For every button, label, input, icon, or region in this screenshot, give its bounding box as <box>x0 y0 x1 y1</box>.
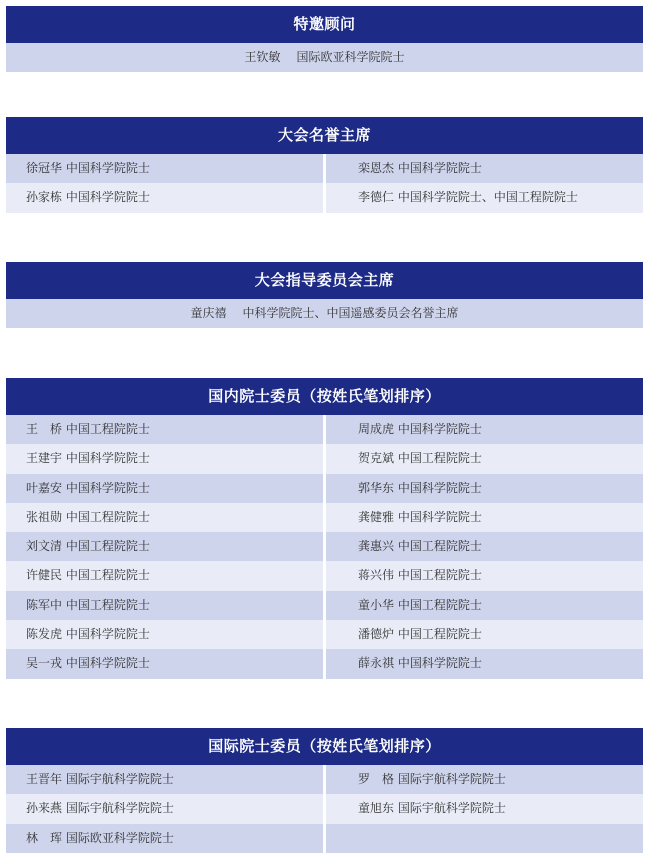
list-item-empty <box>326 824 643 853</box>
honorary-chairs-grid <box>6 154 643 213</box>
section-title: 大会指导委员会主席 <box>6 262 643 299</box>
list-item: 王建宇 中国科学院院士 <box>6 444 323 473</box>
list-item: 罗 格 国际宇航科学院院士 <box>326 765 643 794</box>
list-item: 栾恩杰 中国科学院院士 <box>326 154 643 183</box>
list-item: 童小华 中国工程院院士 <box>326 591 643 620</box>
list-item: 林 珲 国际欧亚科学院院士 <box>6 824 323 853</box>
list-item: 童旭东 国际宇航科学院院士 <box>326 794 643 823</box>
list-item: 徐冠华 中国科学院院士 <box>6 154 323 183</box>
list-item: 龚惠兴 中国工程院院士 <box>326 532 643 561</box>
list-item: 孙家栋 中国科学院院士 <box>6 183 323 212</box>
steering-chair-name: 童庆禧 <box>190 306 227 320</box>
list-item: 潘德炉 中国工程院院士 <box>326 620 643 649</box>
list-item: 吴一戎 中国科学院院士 <box>6 649 323 678</box>
section-title: 国际院士委员（按姓氏笔划排序） <box>6 728 643 765</box>
list-item: 贺克斌 中国工程院院士 <box>326 444 643 473</box>
list-item: 张祖勋 中国工程院院士 <box>6 503 323 532</box>
list-item: 陈军中 中国工程院院士 <box>6 591 323 620</box>
section-special-advisor <box>6 6 643 72</box>
list-item: 周成虎 中国科学院院士 <box>326 415 643 444</box>
section-international-members <box>6 728 643 853</box>
section-domestic-members <box>6 378 643 679</box>
steering-chair-row <box>6 299 643 328</box>
list-item: 刘文清 中国工程院院士 <box>6 532 323 561</box>
advisor-name: 王钦敏 <box>244 50 281 64</box>
list-item: 蒋兴伟 中国工程院院士 <box>326 561 643 590</box>
section-honorary-chairs <box>6 117 643 213</box>
list-item: 王晋年 国际宇航科学院院士 <box>6 765 323 794</box>
international-members-grid <box>6 765 643 853</box>
list-item: 王 桥 中国工程院院士 <box>6 415 323 444</box>
section-title: 特邀顾问 <box>6 6 643 43</box>
list-item: 许健民 中国工程院院士 <box>6 561 323 590</box>
steering-chair-title: 中科学院院士、中国遥感委员会名誉主席 <box>242 306 459 320</box>
section-title: 国内院士委员（按姓氏笔划排序） <box>6 378 643 415</box>
list-item: 李德仁 中国科学院院士、中国工程院院士 <box>326 183 643 212</box>
list-item: 陈发虎 中国科学院院士 <box>6 620 323 649</box>
advisor-row <box>6 43 643 72</box>
section-steering-chair <box>6 262 643 328</box>
list-item: 孙来燕 国际宇航科学院院士 <box>6 794 323 823</box>
domestic-members-grid <box>6 415 643 679</box>
list-item: 郭华东 中国科学院院士 <box>326 474 643 503</box>
list-item: 薛永祺 中国科学院院士 <box>326 649 643 678</box>
list-item: 龚健雅 中国科学院院士 <box>326 503 643 532</box>
list-item: 叶嘉安 中国科学院院士 <box>6 474 323 503</box>
section-title: 大会名誉主席 <box>6 117 643 154</box>
advisor-title: 国际欧亚科学院院士 <box>296 50 405 64</box>
